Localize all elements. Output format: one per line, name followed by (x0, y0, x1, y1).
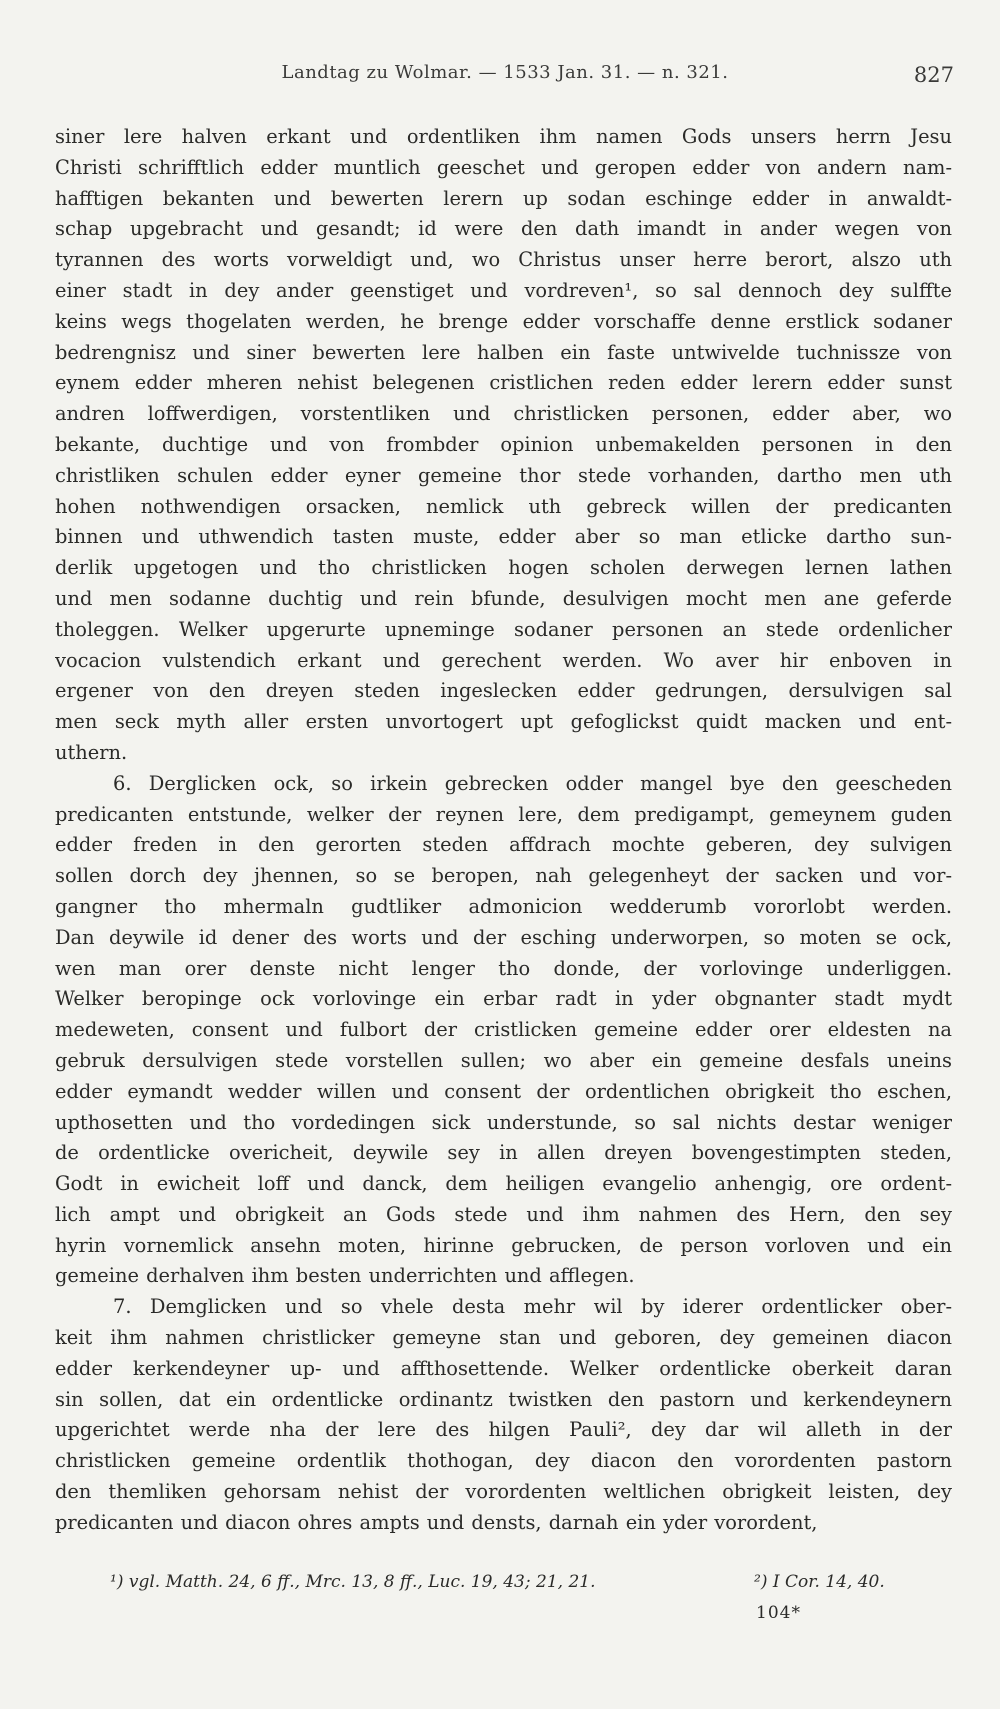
page-number: 827 (913, 63, 954, 87)
text-line: Dan deywile id dener des worts und der esching underworpen, so moten se ock, (55, 925, 952, 949)
text-line: edder kerkendeyner up- und affthosettende. Welker ordentlicke oberkeit daran (55, 1356, 952, 1380)
body-text (55, 122, 952, 1539)
text-line: medeweten, consent und fulbort der cristlicken gemeine edder orer eldesten na (55, 1018, 952, 1042)
text-line: edder eymandt wedder willen und consent der ordentlichen obrigkeit tho eschen, (55, 1079, 952, 1103)
text-line: gebruk dersulvigen stede vorstellen sullen; wo aber ein gemeine desfals uneins (55, 1048, 952, 1072)
text-line: einer stadt in dey ander geenstiget und vordreven¹, so sal dennoch dey sulffte (55, 278, 952, 302)
sheet-signature: 104* (756, 1603, 801, 1623)
text-line: keins wegs thogelaten werden, he brenge edder vorschaffe denne erstlick sodaner (55, 309, 952, 333)
text-line: andren loffwerdigen, vorstentliken und christlicken personen, edder aber, wo (55, 402, 952, 426)
text-line: tholeggen. Welker upgerurte upneminge sodaner personen an stede ordenlicher (55, 617, 952, 641)
text-line: ergener von den dreyen steden ingeslecken edder gedrungen, dersulvigen sal (55, 679, 952, 703)
text-line: christlicken gemeine ordentlik thothogan, dey diacon den vorordenten pastorn (55, 1449, 952, 1473)
text-line: uthern. (55, 740, 128, 764)
text-line: Welker beropinge ock vorlovinge ein erbar radt in yder obgnanter stadt mydt (55, 987, 952, 1011)
text-line: 6. Derglicken ock, so irkein gebrecken odder mangel bye den geescheden (113, 771, 952, 795)
text-line: Godt in ewicheit loff und danck, dem heiligen evangelio anhengig, ore ordent- (55, 1172, 952, 1196)
text-line: sin sollen, dat ein ordentlicke ordinantz twistken den pastorn und kerkendeynern (55, 1387, 952, 1411)
text-line: vocacion vulstendich erkant und gerechent werden. Wo aver hir enboven in (55, 648, 952, 672)
text-line: den themliken gehorsam nehist der vorordenten weltlichen obrigkeit leisten, dey (55, 1480, 952, 1504)
text-line: wen man orer denste nicht lenger tho donde, der vorlovinge underliggen. (55, 956, 952, 980)
text-line: hyrin vornemlick ansehn moten, hirinne gebrucken, de person vorloven und ein (55, 1233, 952, 1257)
text-line: upthosetten und tho vordedingen sick understunde, so sal nichts destar weniger (55, 1110, 952, 1134)
text-line: lich ampt und obrigkeit an Gods stede und ihm nahmen des Hern, den sey (55, 1202, 952, 1226)
footnote-1: ¹) vgl. Matth. 24, 6 ff., Mrc. 13, 8 ff., Luc. 19, 43; 21, 21. (110, 1572, 596, 1592)
text-line: gangner tho mhermaln gudtliker admonicion wedderumb vororlobt werden. (55, 894, 952, 918)
text-line: hafftigen bekanten und bewerten lerern up sodan eschinge edder in anwaldt- (55, 186, 952, 210)
text-line: christliken schulen edder eyner gemeine thor stede vorhanden, dartho men uth (55, 463, 952, 487)
footnotes (110, 1572, 910, 1602)
text-line: Christi schrifftlich edder muntlich geeschet und geropen edder von andern nam- (55, 155, 952, 179)
running-title: Landtag zu Wolmar. — 1533 Jan. 31. — n. 321. (281, 62, 729, 83)
text-line: keit ihm nahmen christlicker gemeyne stan und geboren, dey gemeinen diacon (55, 1326, 952, 1350)
text-line: schap upgebracht und gesandt; id were den dath imandt in ander wegen von (55, 217, 952, 241)
text-line: siner lere halven erkant und ordentliken ihm namen Gods unsers herrn Jesu (55, 125, 952, 148)
text-line: de ordentlicke overicheit, deywile sey in allen dreyen bovengestimpten steden, (55, 1141, 952, 1165)
text-line: predicanten und diacon ohres ampts und densts, darnah ein yder vorordent, (55, 1510, 818, 1534)
text-line: hohen nothwendigen orsacken, nemlick uth gebreck willen der predicanten (55, 494, 952, 518)
text-line: 7. Demglicken und so vhele desta mehr wil by iderer ordentlicker ober- (113, 1295, 952, 1319)
text-line: eynem edder mheren nehist belegenen cristlichen reden edder lerern edder sunst (55, 371, 952, 395)
text-line: bedrengnisz und siner bewerten lere halben ein faste untwivelde tuchnissze von (55, 340, 952, 364)
running-head (56, 62, 954, 92)
text-line: tyrannen des worts vorweldigt und, wo Christus unser herre berort, alszo uth (55, 248, 952, 272)
text-line: gemeine derhalven ihm besten underrichten und afflegen. (55, 1264, 635, 1288)
text-line: bekante, duchtige und von frombder opinion unbemakelden personen in den (55, 432, 952, 456)
text-line: und men sodanne duchtig und rein bfunde, desulvigen mocht men ane geferde (55, 586, 952, 610)
text-line: predicanten entstunde, welker der reynen lere, dem predigampt, gemeynem guden (55, 802, 952, 826)
footnote-2: ²) I Cor. 14, 40. (754, 1572, 885, 1592)
text-line: men seck myth aller ersten unvortogert upt gefoglickst quidt macken und ent- (55, 710, 952, 734)
text-line: binnen und uthwendich tasten muste, edder aber so man etlicke dartho sun- (55, 525, 952, 549)
text-line: edder freden in den gerorten steden affdrach mochte geberen, dey sulvigen (55, 833, 952, 857)
text-line: sollen dorch dey jhennen, so se beropen, nah gelegenheyt der sacken und vor- (55, 864, 952, 888)
text-line: upgerichtet werde nha der lere des hilgen Pauli², dey dar wil alleth in der (55, 1418, 952, 1442)
text-line: derlik upgetogen und tho christlicken hogen scholen derwegen lernen lathen (55, 556, 952, 580)
